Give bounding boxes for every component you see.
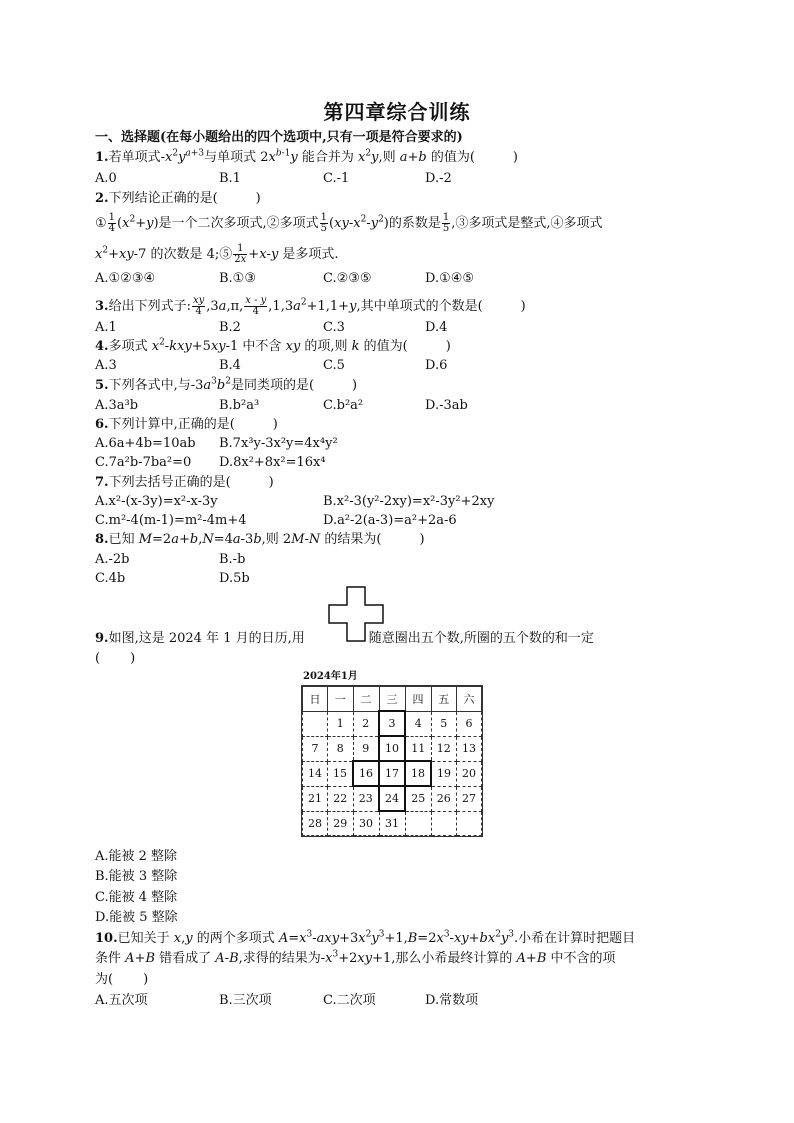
date-cell: 13 [457,736,482,761]
date-cell: 14 [303,761,328,786]
weekday-cell: 三 [379,687,405,712]
q3-number: 3. [95,299,109,314]
date-cell: 27 [457,786,482,811]
q7-option-a[interactable]: A.x²-(x-3y)=x²-x-3y [95,494,218,509]
q6-option-b[interactable]: B.7x³y-3x²y=4x⁴y² [219,436,338,451]
q9-option-b[interactable]: B.能被 3 整除 [95,869,178,884]
question-7: 7.下列去括号正确的是( ) [95,475,274,490]
weekday-cell: 六 [457,687,482,712]
q10-option-c[interactable]: C.二次项 [323,993,376,1008]
q3-option-b[interactable]: B.2 [219,320,241,335]
date-cell [303,711,328,736]
date-cell: 20 [457,761,482,786]
date-cell [431,811,457,836]
q1-option-a[interactable]: A.0 [95,171,117,186]
date-cell: 2 [353,711,379,736]
q2-option-b[interactable]: B.①③ [219,271,256,286]
date-cell: 8 [328,736,354,761]
q8-option-b[interactable]: B.-b [219,552,246,567]
date-cell: 29 [328,811,354,836]
q9-text-post: 随意圈出五个数,所圈的五个数的和一定 [368,631,594,646]
q2-statements-cont: $x^2+xy-7$ 的次数是 4;⑤ $\frac{1}{2x}$ +x-y 是多项式. [95,243,339,265]
q3-option-a[interactable]: A.1 [95,320,117,335]
q8-option-d[interactable]: D.5b [219,571,250,586]
calendar-week-row [303,811,482,836]
question-8: 8.已知 M=2a+b,N=4a-3b,则 2M-N 的结果为( ) [95,532,425,547]
q6-option-a[interactable]: A.6a+4b=10ab [95,436,196,451]
q2-option-d[interactable]: D.①④⑤ [425,271,475,286]
date-cell: 17 [379,761,405,786]
weekday-cell: 日 [303,687,328,712]
section-heading: 一、选择题(在每小题给出的四个选项中,只有一项是符合要求的) [95,130,463,145]
date-cell: 7 [303,736,328,761]
date-cell: 15 [328,761,354,786]
date-cell [457,811,482,836]
q6-text: 下列计算中,正确的是( [108,417,235,432]
date-cell: 31 [379,811,405,836]
q8-option-c[interactable]: C.4b [95,571,126,586]
date-cell: 5 [431,711,457,736]
question-9 [95,630,594,648]
q7-option-b[interactable]: B.x²-3(y²-2xy)=x²-3y²+2xy [323,494,495,509]
question-5: 5.下列各式中,与$-3a^3b^2$是同类项的是( ) [95,376,358,393]
q1-option-c[interactable]: C.-1 [323,171,350,186]
q4-option-c[interactable]: C.5 [323,358,345,373]
date-cell: 11 [405,736,431,761]
q5-option-b[interactable]: B.b²a³ [219,398,260,413]
q4-option-d[interactable]: D.6 [425,358,448,373]
q6-option-c[interactable]: C.7a²b-7ba²=0 [95,455,192,470]
date-cell: 25 [405,786,431,811]
q3-option-c[interactable]: C.3 [323,320,345,335]
weekday-cell: 五 [431,687,457,712]
date-cell: 12 [431,736,457,761]
q4-number: 4. [95,339,109,354]
q5-text-post: 是同类项的是( [230,378,315,393]
calendar-week-row [303,736,482,761]
q9-option-d[interactable]: D.能被 5 整除 [95,910,178,925]
weekday-cell: 一 [328,687,354,712]
q1-option-b[interactable]: B.1 [219,171,241,186]
question-1: 1.若单项式$-x^2y^{a+3}$与单项式 $2x^{b-1}y$ 能合并为 $x^2y$,则 a+b 的值为( ) [95,148,518,165]
weekday-cell: 四 [405,687,431,712]
q4-option-a[interactable]: A.3 [95,358,117,373]
q10-option-a[interactable]: A.五次项 [95,993,148,1008]
date-cell: 9 [353,736,379,761]
q7-text: 下列去括号正确的是( [108,475,231,490]
q10-option-b[interactable]: B.三次项 [219,993,272,1008]
calendar-week-row [303,711,482,736]
q7-option-c[interactable]: C.m²-4(m-1)=m²-4m+4 [95,513,247,528]
q9-number: 9. [95,631,109,646]
q9-paren-open: ( [95,651,101,666]
calendar-weekday-row [303,687,482,712]
weekday-cell: 二 [353,687,379,712]
date-cell: 30 [353,811,379,836]
date-cell: 24 [379,786,405,811]
q1-number: 1. [95,150,109,165]
q8-number: 8. [95,532,109,547]
date-cell: 19 [431,761,457,786]
question-4: 4.多项式 $x^2-kxy+5xy-1$ 中不含 xy 的项,则 k 的值为( ) [95,337,451,354]
date-cell: 1 [328,711,354,736]
calendar-week-row [303,761,482,786]
q7-number: 7. [95,475,109,490]
date-cell: 18 [405,761,431,786]
q5-number: 5. [95,378,109,393]
q9-text-pre: 如图,这是 2024 年 1 月的日历,用 [108,631,305,646]
date-cell: 16 [353,761,379,786]
q5-option-d[interactable]: D.-3ab [425,398,468,413]
q10-number: 10. [95,931,118,946]
q5-option-a[interactable]: A.3a³b [95,398,139,413]
q4-option-b[interactable]: B.4 [219,358,241,373]
page-title: 第四章综合训练 [323,100,471,124]
q8-option-a[interactable]: A.-2b [95,552,130,567]
q7-option-d[interactable]: D.a²-2(a-3)=a²+2a-6 [323,513,457,528]
q1-option-d[interactable]: D.-2 [425,171,452,186]
q10-line2: 条件 A+B 错看成了 A-B,求得的结果为$-x^3+2xy+1$,那么小希最终计算的 A+B 中不含的项 [95,949,616,966]
q2-option-a[interactable]: A.①②③④ [95,271,156,286]
q2-number: 2. [95,191,109,206]
date-cell: 23 [353,786,379,811]
q9-option-a[interactable]: A.能被 2 整除 [95,849,178,864]
calendar-title: 2024年1月 [303,671,358,682]
q6-option-d[interactable]: D.8x²+8x²=16x⁴ [219,455,326,470]
question-2: 2.下列结论正确的是( ) [95,191,261,206]
q9-paren: ( ) [95,651,136,666]
date-cell: 4 [405,711,431,736]
date-cell [405,811,431,836]
q6-number: 6. [95,417,109,432]
q3-option-d[interactable]: D.4 [425,320,448,335]
date-cell: 10 [379,736,405,761]
question-3: 3.给出下列式子: $\frac{xy}{4}$ ,3a,π, $\frac{x - y}{4}$ $,1,3a^2+1,1+y$,其中单项式的个数是( ) [95,295,526,317]
q2-option-c[interactable]: C.②③⑤ [323,271,372,286]
date-cell: 21 [303,786,328,811]
q5-option-c[interactable]: C.b²a² [323,398,364,413]
q10-option-d[interactable]: D.常数项 [425,993,479,1008]
q10-line3: 为( ) [95,972,149,987]
date-cell: 22 [328,786,354,811]
q9-option-c[interactable]: C.能被 4 整除 [95,890,178,905]
q5-text-pre: 下列各式中,与 [108,378,191,393]
q2-text: 下列结论正确的是( [108,191,218,206]
q2-statements: ① $\frac{1}{4}$ $(x^2+y)$是一个二次多项式,②多项式 $\frac{1}{5}$ $(xy-x^2-y^2)$的系数是 $\frac{1}{5}$ ,③多项式是整式,④多项式 [95,212,603,234]
calendar-week-row [303,786,482,811]
date-cell: 6 [457,711,482,736]
calendar-table [302,686,482,836]
date-cell: 28 [303,811,328,836]
date-cell: 3 [379,711,405,736]
question-10: 10.已知关于 x,y 的两个多项式 $A=x^3-axy+3x^2y^3+1,B=2x^3-xy+bx^2y^3$.小希在计算时把题目 [95,929,636,946]
question-6: 6.下列计算中,正确的是( ) [95,417,278,432]
date-cell: 26 [431,786,457,811]
